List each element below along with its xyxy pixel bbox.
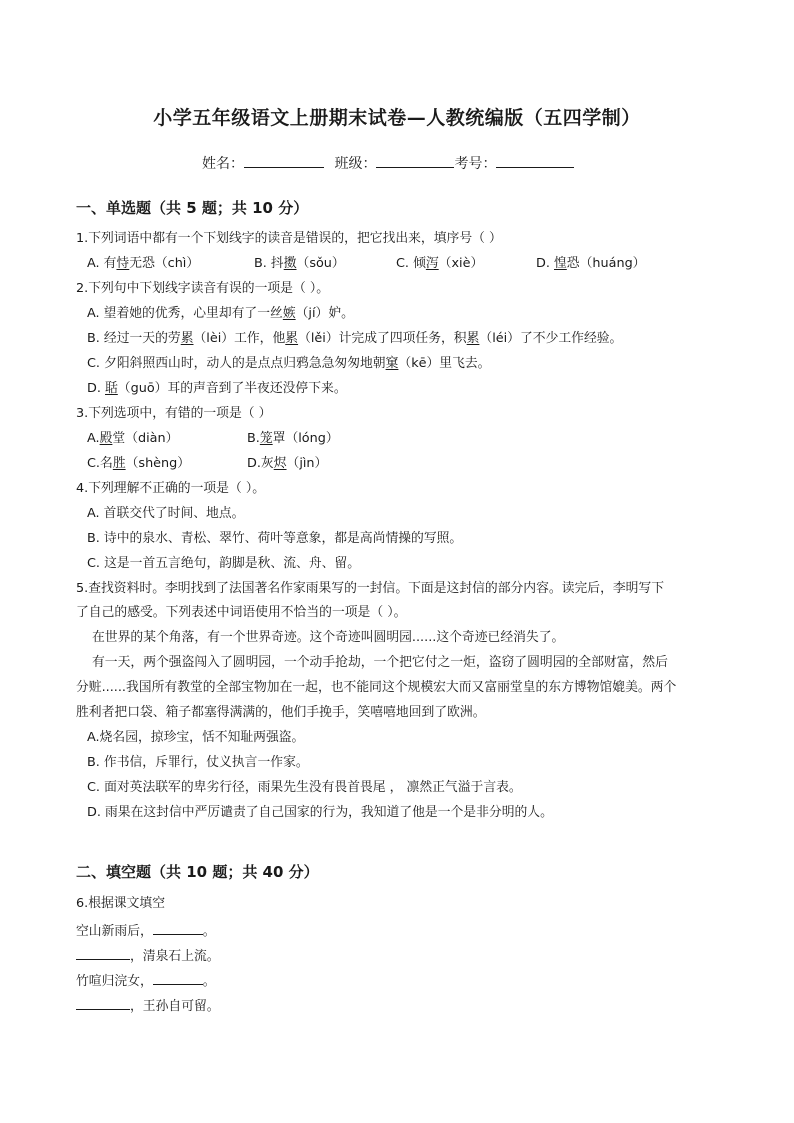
question-5-stem-line1: 5.查找资料时。李明找到了法国著名作家雨果写的一封信。下面是这封信的部分内容。读完后，李明写下 — [76, 581, 665, 596]
question-6-line-4: ，王孙自可留。 — [76, 995, 220, 1016]
question-5-passage-para2-line3: 胜利者把口袋、箱子都塞得满满的，他们手挽手，笑嘻嘻地回到了欧洲。 — [76, 705, 486, 720]
question-2-option-c[interactable]: C. 夕阳斜照西山时，动人的是点点归鸦急急匆匆地朝窠（kē）里飞去。 — [87, 356, 491, 371]
question-1-option-d[interactable]: D. 惶恐（huáng） — [536, 256, 646, 271]
question-2-option-d[interactable]: D. 聒（guō）耳的声音到了半夜还没停下来。 — [87, 381, 347, 396]
question-6-blank-3[interactable] — [153, 970, 203, 985]
question-1-stem: 1.下列词语中都有一个下划线字的读音是错误的，把它找出来，填序号（ ） — [76, 231, 502, 246]
question-2-stem: 2.下列句中下划线字读音有误的一项是（ ）。 — [76, 281, 330, 296]
section-heading-fill-in: 二、填空题（共 10 题；共 40 分） — [76, 863, 319, 881]
question-6-blank-2[interactable] — [76, 945, 130, 960]
id-label: 考号： — [454, 156, 497, 172]
question-4-option-a[interactable]: A. 首联交代了时间、地点。 — [87, 506, 245, 521]
question-5-option-a[interactable]: A.烧名园，掠珍宝，恬不知耻两强盗。 — [87, 730, 305, 745]
question-4-option-c[interactable]: C. 这是一首五言绝句，韵脚是秋、流、舟、留。 — [87, 556, 361, 571]
question-6-line-3: 竹喧归浣女， 。 — [76, 970, 216, 991]
question-5-passage-para1: 在世界的某个角落，有一个世界奇迹。这个奇迹叫圆明园......这个奇迹已经消失了。 — [92, 630, 565, 645]
question-3-stem: 3.下列选项中，有错的一项是（ ） — [76, 406, 272, 421]
question-4-stem: 4.下列理解不正确的一项是（ ）。 — [76, 481, 266, 496]
question-5-passage-para2-line2: 分赃......我国所有教堂的全部宝物加在一起，也不能同这个规模宏大而又富丽堂皇的东方博物馆媲美。两个 — [76, 680, 677, 695]
class-blank[interactable] — [376, 153, 454, 168]
question-2-option-b[interactable]: B. 经过一天的劳累（lèi）工作，他累（lěi）计完成了四项任务，积累（léi）了不少工作经验。 — [87, 331, 623, 346]
question-1-option-b[interactable]: B. 抖擞（sǒu） — [254, 256, 345, 271]
question-6-blank-4[interactable] — [76, 995, 130, 1010]
question-6-line-2: ，清泉石上流。 — [76, 945, 220, 966]
question-6-line-1: 空山新雨后， 。 — [76, 920, 216, 941]
question-6-stem: 6.根据课文填空 — [76, 896, 165, 911]
question-5-option-b[interactable]: B. 作书信，斥罪行，仗义执言一作家。 — [87, 755, 309, 770]
id-blank[interactable] — [496, 153, 574, 168]
question-4-option-b[interactable]: B. 诗中的泉水、青松、翠竹、荷叶等意象，都是高尚情操的写照。 — [87, 531, 463, 546]
student-info-row — [202, 153, 574, 173]
question-5-stem-line2: 了自己的感受。下列表述中词语使用不恰当的一项是（ ）。 — [76, 605, 407, 620]
question-5-option-c[interactable]: C. 面对英法联军的卑劣行径，雨果先生没有畏首畏尾 ， 凛然正气溢于言表。 — [87, 780, 522, 795]
question-3-option-b[interactable]: B.笼罩（lóng） — [247, 431, 339, 446]
section-heading-single-choice: 一、单选题（共 5 题；共 10 分） — [76, 199, 309, 217]
question-5-option-d[interactable]: D. 雨果在这封信中严厉谴责了自己国家的行为，我知道了他是一个是非分明的人。 — [87, 805, 553, 820]
name-label: 姓名： — [202, 156, 244, 172]
name-blank[interactable] — [244, 153, 324, 168]
class-label: 班级： — [334, 156, 377, 172]
question-1-option-c[interactable]: C. 倾泻（xiè） — [396, 256, 484, 271]
question-5-passage-para2-line1: 有一天，两个强盗闯入了圆明园，一个动手抢劫，一个把它付之一炬，盗窃了圆明园的全部财富，然后 — [92, 655, 668, 670]
page-title: 小学五年级语文上册期末试卷—人教统编版（五四学制） — [153, 107, 641, 129]
question-6-blank-1[interactable] — [153, 920, 203, 935]
question-1-option-a[interactable]: A. 有恃无恐（chì） — [87, 256, 200, 271]
question-3-option-a[interactable]: A.殿堂（diàn） — [87, 431, 179, 446]
question-3-option-d[interactable]: D.灰烬（jìn） — [247, 456, 328, 471]
question-3-option-c[interactable]: C.名胜（shèng） — [87, 456, 191, 471]
question-2-option-a[interactable]: A. 望着她的优秀，心里却有了一丝嫉（jí）妒。 — [87, 306, 354, 321]
